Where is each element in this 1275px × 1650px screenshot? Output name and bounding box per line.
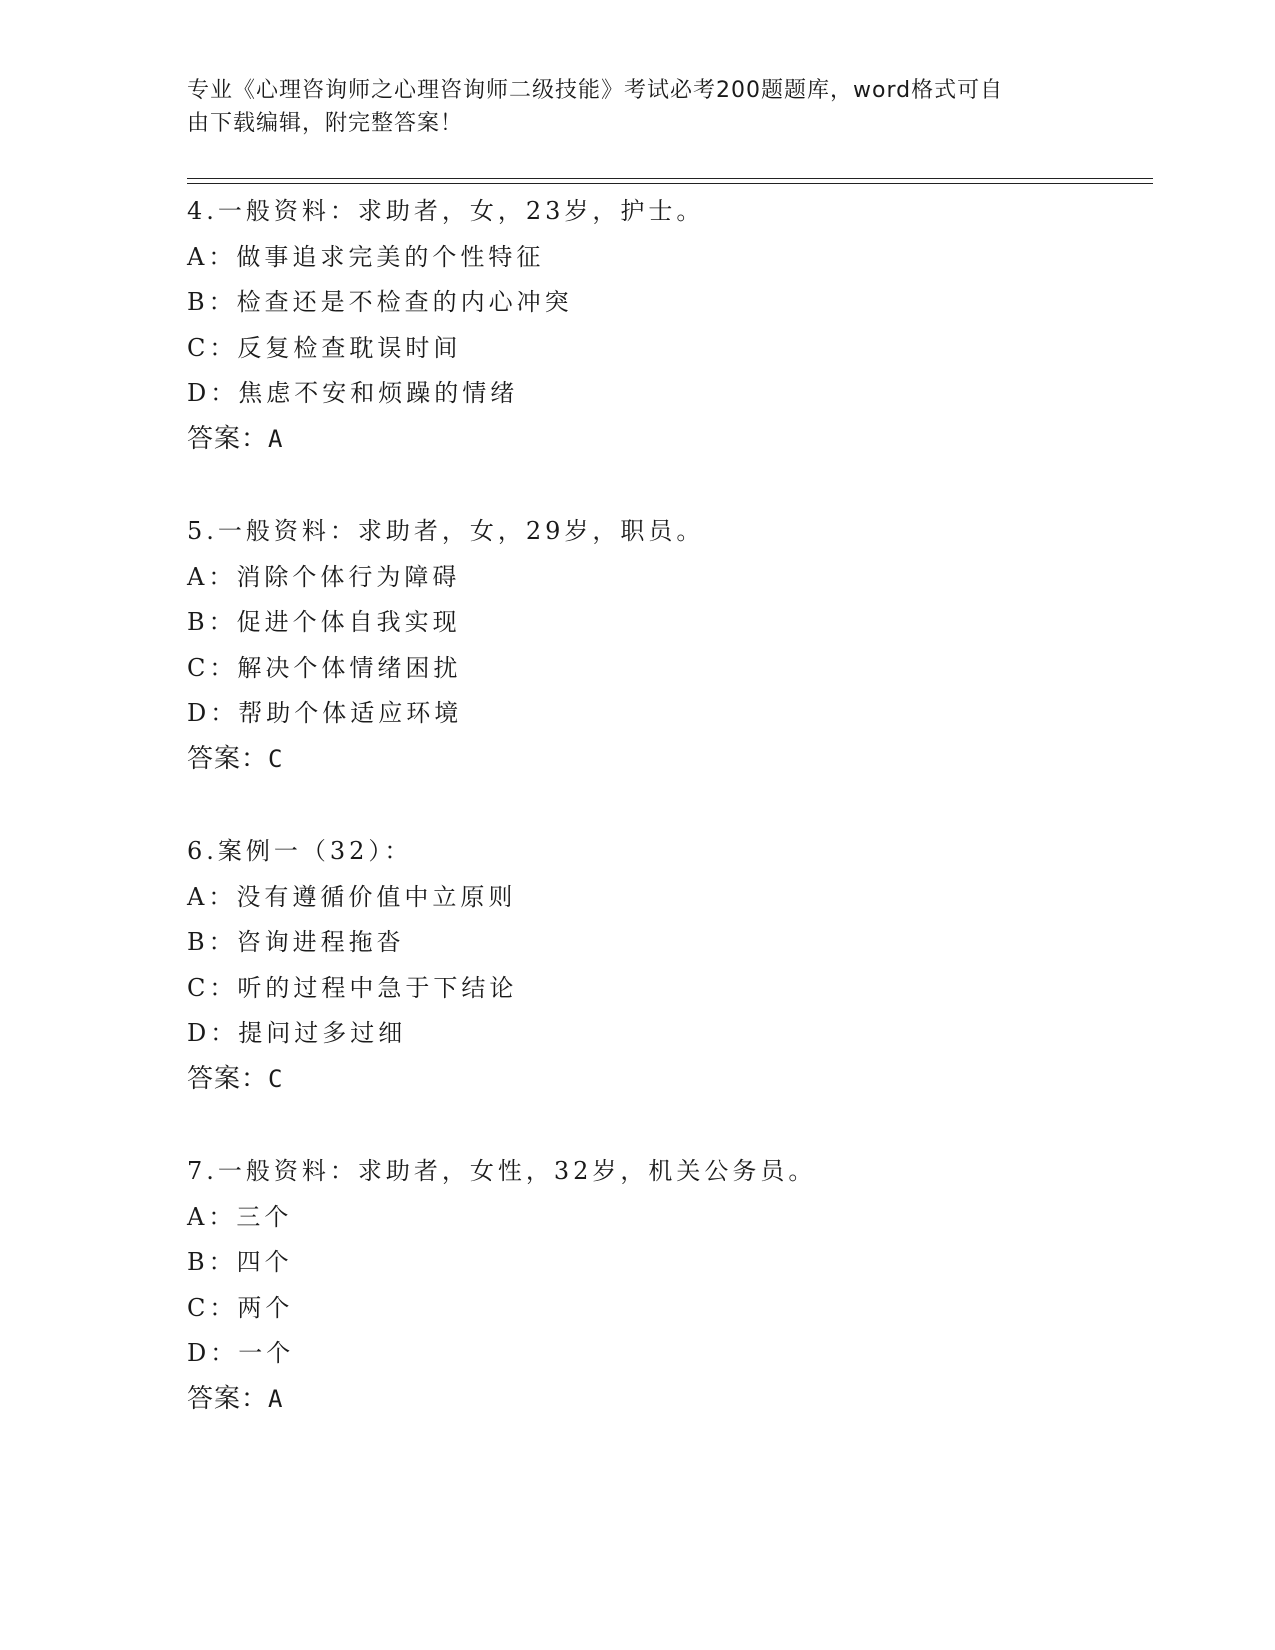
header-divider-top [187,178,1153,179]
question-item [187,829,1147,1149]
header-line-2: 由下载编辑，附完整答案！ [187,111,464,136]
answer-value: A [268,1384,284,1413]
option-b: B：咨询进程拖沓 [187,928,405,956]
option-d: D：帮助个体适应环境 [187,699,463,727]
question-stem: 4.一般资料：求助者，女，23岁，护士。 [187,197,705,225]
header-line-1: 专业《心理咨询师之心理咨询师二级技能》考试必考200题题库，word格式可自 [187,78,1004,103]
option-b: B：促进个体自我实现 [187,608,461,636]
option-b: B：四个 [187,1248,293,1276]
answer-label: 答案： [187,743,269,774]
question-stem: 7.一般资料：求助者，女性，32岁，机关公务员。 [187,1157,817,1185]
question-item [187,189,1147,509]
answer-line [187,1377,1147,1423]
option-c: C：听的过程中急于下结论 [187,973,518,1002]
answer-label: 答案： [187,423,269,454]
header-divider-bottom [187,183,1153,184]
option-c: C：两个 [187,1293,294,1322]
document-header [187,74,1067,140]
question-stem: 5.一般资料：求助者，女，29岁，职员。 [187,517,705,545]
answer-value: C [268,744,284,773]
option-c: C：解决个体情绪困扰 [187,653,462,682]
option-d: D：提问过多过细 [187,1019,407,1047]
option-a: A：三个 [187,1202,293,1231]
answer-value: A [268,424,284,453]
option-a: A：消除个体行为障碍 [187,562,461,591]
option-d: D：一个 [187,1339,295,1367]
question-item [187,509,1147,829]
option-a: A：做事追求完美的个性特征 [187,242,545,271]
option-c: C：反复检查耽误时间 [187,333,462,362]
answer-value: C [268,1064,284,1093]
option-a: A：没有遵循价值中立原则 [187,882,517,911]
answer-line [187,1057,1147,1103]
question-stem: 6.案例一（32）： [187,837,413,865]
question-item [187,1149,1147,1469]
question-list [187,189,1147,1469]
option-d: D：焦虑不安和烦躁的情绪 [187,379,519,407]
answer-line [187,417,1147,463]
answer-line [187,737,1147,783]
answer-label: 答案： [187,1063,269,1094]
answer-label: 答案： [187,1383,269,1414]
option-b: B：检查还是不检查的内心冲突 [187,288,573,316]
